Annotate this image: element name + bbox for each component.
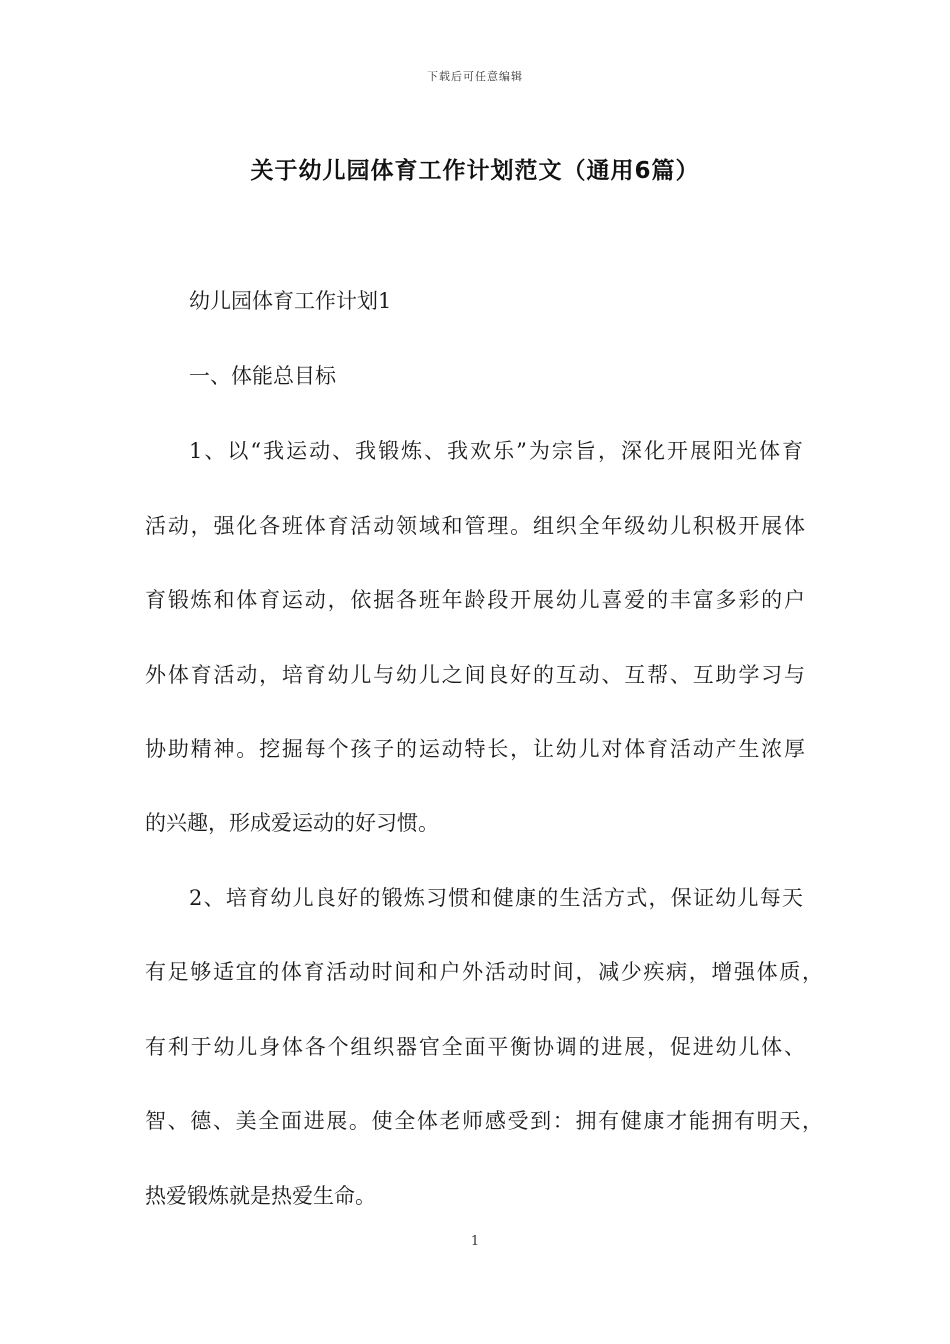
paragraph-line: 2、培育幼儿良好的锻炼习惯和健康的生活方式，保证幼儿每天 bbox=[189, 886, 803, 910]
paragraph-line: 外体育活动，培育幼儿与幼儿之间良好的互动、互帮、互助学习与 bbox=[145, 663, 805, 687]
document-title: 关于幼儿园体育工作计划范文（通用6篇） bbox=[250, 158, 700, 184]
paragraph-line: 智、德、美全面进展。使全体老师感受到：拥有健康才能拥有明天， bbox=[145, 1109, 823, 1133]
section-heading: 幼儿园体育工作计划1 bbox=[189, 289, 392, 313]
paragraph-line: 有利于幼儿身体各个组织器官全面平衡协调的进展，促进幼儿体、 bbox=[145, 1035, 805, 1059]
page-number: 1 bbox=[470, 1234, 480, 1249]
paragraph-line: 有足够适宜的体育活动时间和户外活动时间，减少疾病，增强体质， bbox=[145, 960, 823, 984]
header-note: 下载后可任意编辑 bbox=[427, 70, 523, 83]
paragraph-line: 1、以“我运动、我锻炼、我欢乐”为宗旨，深化开展阳光体育 bbox=[189, 439, 803, 463]
paragraph-line: 育锻炼和体育运动，依据各班年龄段开展幼儿喜爱的丰富多彩的户 bbox=[145, 588, 805, 612]
subsection-heading: 一、体能总目标 bbox=[189, 364, 336, 388]
paragraph-line: 的兴趣，形成爱运动的好习惯。 bbox=[145, 811, 439, 835]
paragraph-line: 热爱锻炼就是热爱生命。 bbox=[145, 1184, 376, 1208]
paragraph-line: 协助精神。挖掘每个孩子的运动特长，让幼儿对体育活动产生浓厚 bbox=[145, 737, 805, 761]
paragraph-line: 活动，强化各班体育活动领域和管理。组织全年级幼儿积极开展体 bbox=[145, 514, 805, 538]
